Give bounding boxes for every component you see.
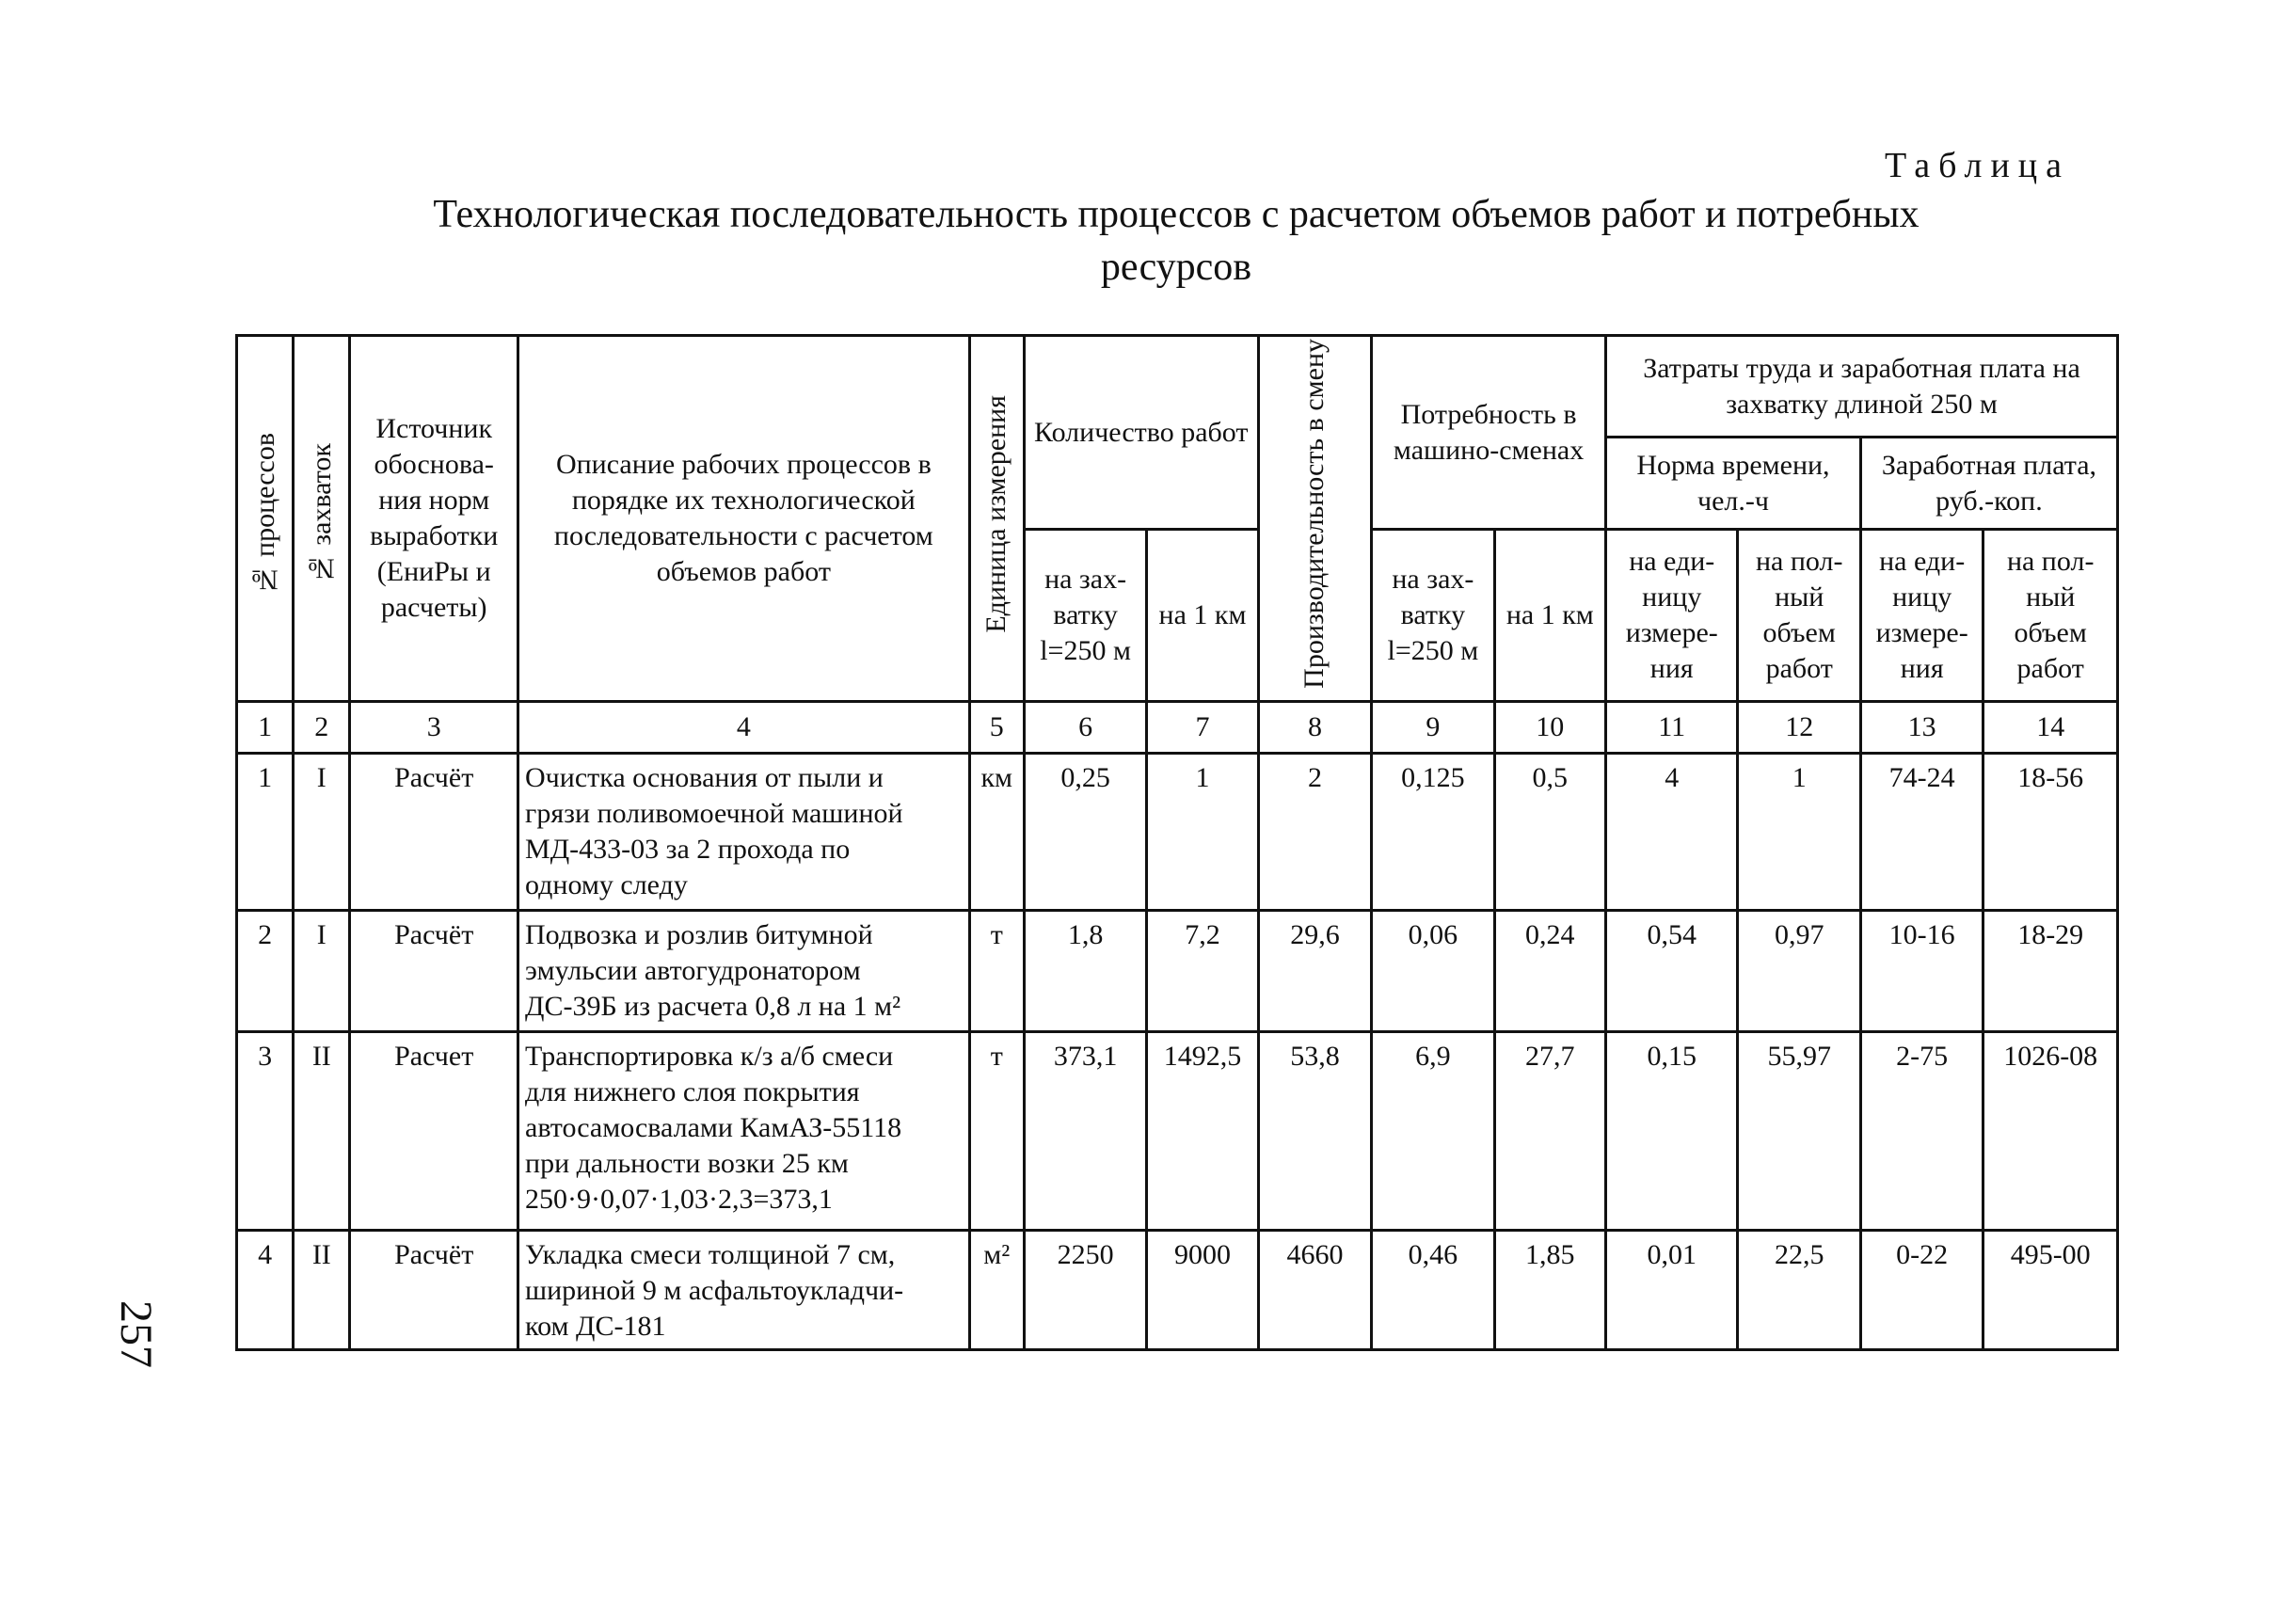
cell-description [518, 1230, 970, 1349]
header-description: Описание рабочих процессов в порядке их технологической последовательности с расчетом объемов работ [518, 336, 970, 702]
cell-productivity: 2 [1258, 753, 1371, 910]
column-number: 6 [1024, 701, 1146, 753]
description-line: ДС-39Б из расчета 0,8 л на 1 м² [525, 990, 901, 1022]
cell-qty-grip: 2250 [1024, 1230, 1146, 1349]
column-number-row [237, 701, 2118, 753]
cell-wage-total: 495-00 [1983, 1230, 2118, 1349]
cell-productivity: 29,6 [1258, 910, 1371, 1031]
cell-wage-unit: 74-24 [1860, 753, 1983, 910]
table-row [237, 753, 2118, 910]
cell-wage-total: 18-56 [1983, 753, 2118, 910]
cell-need-km: 27,7 [1494, 1031, 1605, 1230]
cell-norm-unit: 0,54 [1606, 910, 1738, 1031]
description-line: одному следу [525, 868, 688, 900]
header-wage-group: Заработная плата, руб.-коп. [1860, 438, 2117, 530]
column-number: 11 [1606, 701, 1738, 753]
header-need-km: на 1 км [1494, 530, 1605, 702]
cell-grip: II [294, 1031, 350, 1230]
cell-need-km: 0,24 [1494, 910, 1605, 1031]
header-unit: Единица измерения [969, 336, 1024, 702]
cell-norm-unit: 0,15 [1606, 1031, 1738, 1230]
column-number: 13 [1860, 701, 1983, 753]
cell-need-grip: 0,46 [1372, 1230, 1494, 1349]
column-number: 7 [1147, 701, 1258, 753]
page-title [0, 188, 2294, 294]
description-line: Транспортировка к/з а/б смеси [525, 1040, 894, 1072]
description-line: грязи поливомоечной машиной [525, 797, 903, 829]
header-norm-unit: на еди-ницу измере-ния [1606, 530, 1738, 702]
cell-source: Расчёт [350, 753, 518, 910]
description-line: Подвозка и розлив битумной [525, 918, 873, 950]
table-row [237, 1031, 2118, 1230]
cell-unit: км [969, 753, 1024, 910]
cell-qty-grip: 0,25 [1024, 753, 1146, 910]
cell-norm-total: 1 [1738, 753, 1860, 910]
cell-qty-km: 9000 [1147, 1230, 1258, 1349]
cell-description [518, 910, 970, 1031]
column-number: 5 [969, 701, 1024, 753]
table-row [237, 910, 2118, 1031]
description-line: эмульсии автогудронатором [525, 954, 861, 986]
header-qty-km: на 1 км [1147, 530, 1258, 702]
header-need-group: Потребность в машино-сменах [1372, 336, 1606, 530]
cell-qty-km: 7,2 [1147, 910, 1258, 1031]
header-wage-total: на пол-ный объем работ [1983, 530, 2118, 702]
table-label: Таблица [1884, 146, 2070, 185]
description-line: ком ДС-181 [525, 1310, 666, 1342]
description-line: для нижнего слоя покрытия [525, 1075, 860, 1107]
cell-productivity: 53,8 [1258, 1031, 1371, 1230]
cell-proc: 4 [237, 1230, 294, 1349]
cell-proc: 3 [237, 1031, 294, 1230]
column-number: 10 [1494, 701, 1605, 753]
cell-unit: т [969, 910, 1024, 1031]
cell-unit: т [969, 1031, 1024, 1230]
title-line-2: ресурсов [1100, 246, 1252, 289]
page-number: 257 [111, 1300, 161, 1368]
column-number: 8 [1258, 701, 1371, 753]
header-norm-total: на пол-ный объем работ [1738, 530, 1860, 702]
column-number: 1 [237, 701, 294, 753]
description-line: автосамосвалами КамАЗ-55118 [525, 1111, 902, 1143]
process-table [235, 334, 2119, 1351]
header-source: Источник обоснова-ния норм выработки (ЕниРы и расчеты) [350, 336, 518, 702]
cell-productivity: 4660 [1258, 1230, 1371, 1349]
cell-description [518, 1031, 970, 1230]
cell-grip: I [294, 753, 350, 910]
header-productivity: Производительность в смену [1258, 336, 1371, 702]
description-line: шириной 9 м асфальтоукладчи- [525, 1274, 904, 1306]
cell-qty-grip: 373,1 [1024, 1031, 1146, 1230]
cell-need-km: 1,85 [1494, 1230, 1605, 1349]
description-line: Укладка смеси толщиной 7 см, [525, 1238, 896, 1270]
cell-proc: 2 [237, 910, 294, 1031]
column-number: 12 [1738, 701, 1860, 753]
cell-wage-unit: 10-16 [1860, 910, 1983, 1031]
header-norm-group: Норма времени, чел.-ч [1606, 438, 1861, 530]
header-labor-group: Затраты труда и заработная плата на захватку длиной 250 м [1606, 336, 2118, 438]
description-line: Очистка основания от пыли и [525, 761, 884, 793]
cell-description [518, 753, 970, 910]
cell-norm-total: 0,97 [1738, 910, 1860, 1031]
cell-need-grip: 0,125 [1372, 753, 1494, 910]
column-number: 9 [1372, 701, 1494, 753]
cell-source: Расчёт [350, 910, 518, 1031]
cell-qty-km: 1492,5 [1147, 1031, 1258, 1230]
header-qty-grip: на зах-ватку l=250 м [1024, 530, 1146, 702]
cell-source: Расчёт [350, 1230, 518, 1349]
title-line-1: Технологическая последовательность процессов с расчетом объемов работ и потребных [433, 193, 1920, 236]
cell-unit: м² [969, 1230, 1024, 1349]
cell-qty-km: 1 [1147, 753, 1258, 910]
description-line: МД-433-03 за 2 прохода по [525, 833, 851, 865]
header-wage-unit: на еди-ницу измере-ния [1860, 530, 1983, 702]
header-proc-no: № процессов [237, 336, 294, 702]
cell-need-grip: 0,06 [1372, 910, 1494, 1031]
table-row [237, 1230, 2118, 1349]
description-line: 250·9·0,07·1,03·2,3=373,1 [525, 1183, 833, 1215]
cell-need-grip: 6,9 [1372, 1031, 1494, 1230]
cell-norm-unit: 0,01 [1606, 1230, 1738, 1349]
cell-wage-total: 18-29 [1983, 910, 2118, 1031]
cell-proc: 1 [237, 753, 294, 910]
cell-wage-total: 1026-08 [1983, 1031, 2118, 1230]
cell-need-km: 0,5 [1494, 753, 1605, 910]
cell-grip: I [294, 910, 350, 1031]
header-qty-group: Количество работ [1024, 336, 1258, 530]
cell-norm-total: 55,97 [1738, 1031, 1860, 1230]
column-number: 4 [518, 701, 970, 753]
column-number: 2 [294, 701, 350, 753]
cell-wage-unit: 0-22 [1860, 1230, 1983, 1349]
header-need-grip: на зах-ватку l=250 м [1372, 530, 1494, 702]
column-number: 14 [1983, 701, 2118, 753]
cell-norm-total: 22,5 [1738, 1230, 1860, 1349]
cell-grip: II [294, 1230, 350, 1349]
cell-wage-unit: 2-75 [1860, 1031, 1983, 1230]
cell-qty-grip: 1,8 [1024, 910, 1146, 1031]
header-grip-no: № захваток [294, 336, 350, 702]
cell-norm-unit: 4 [1606, 753, 1738, 910]
description-line: при дальности возки 25 км [525, 1147, 849, 1179]
column-number: 3 [350, 701, 518, 753]
cell-source: Расчет [350, 1031, 518, 1230]
